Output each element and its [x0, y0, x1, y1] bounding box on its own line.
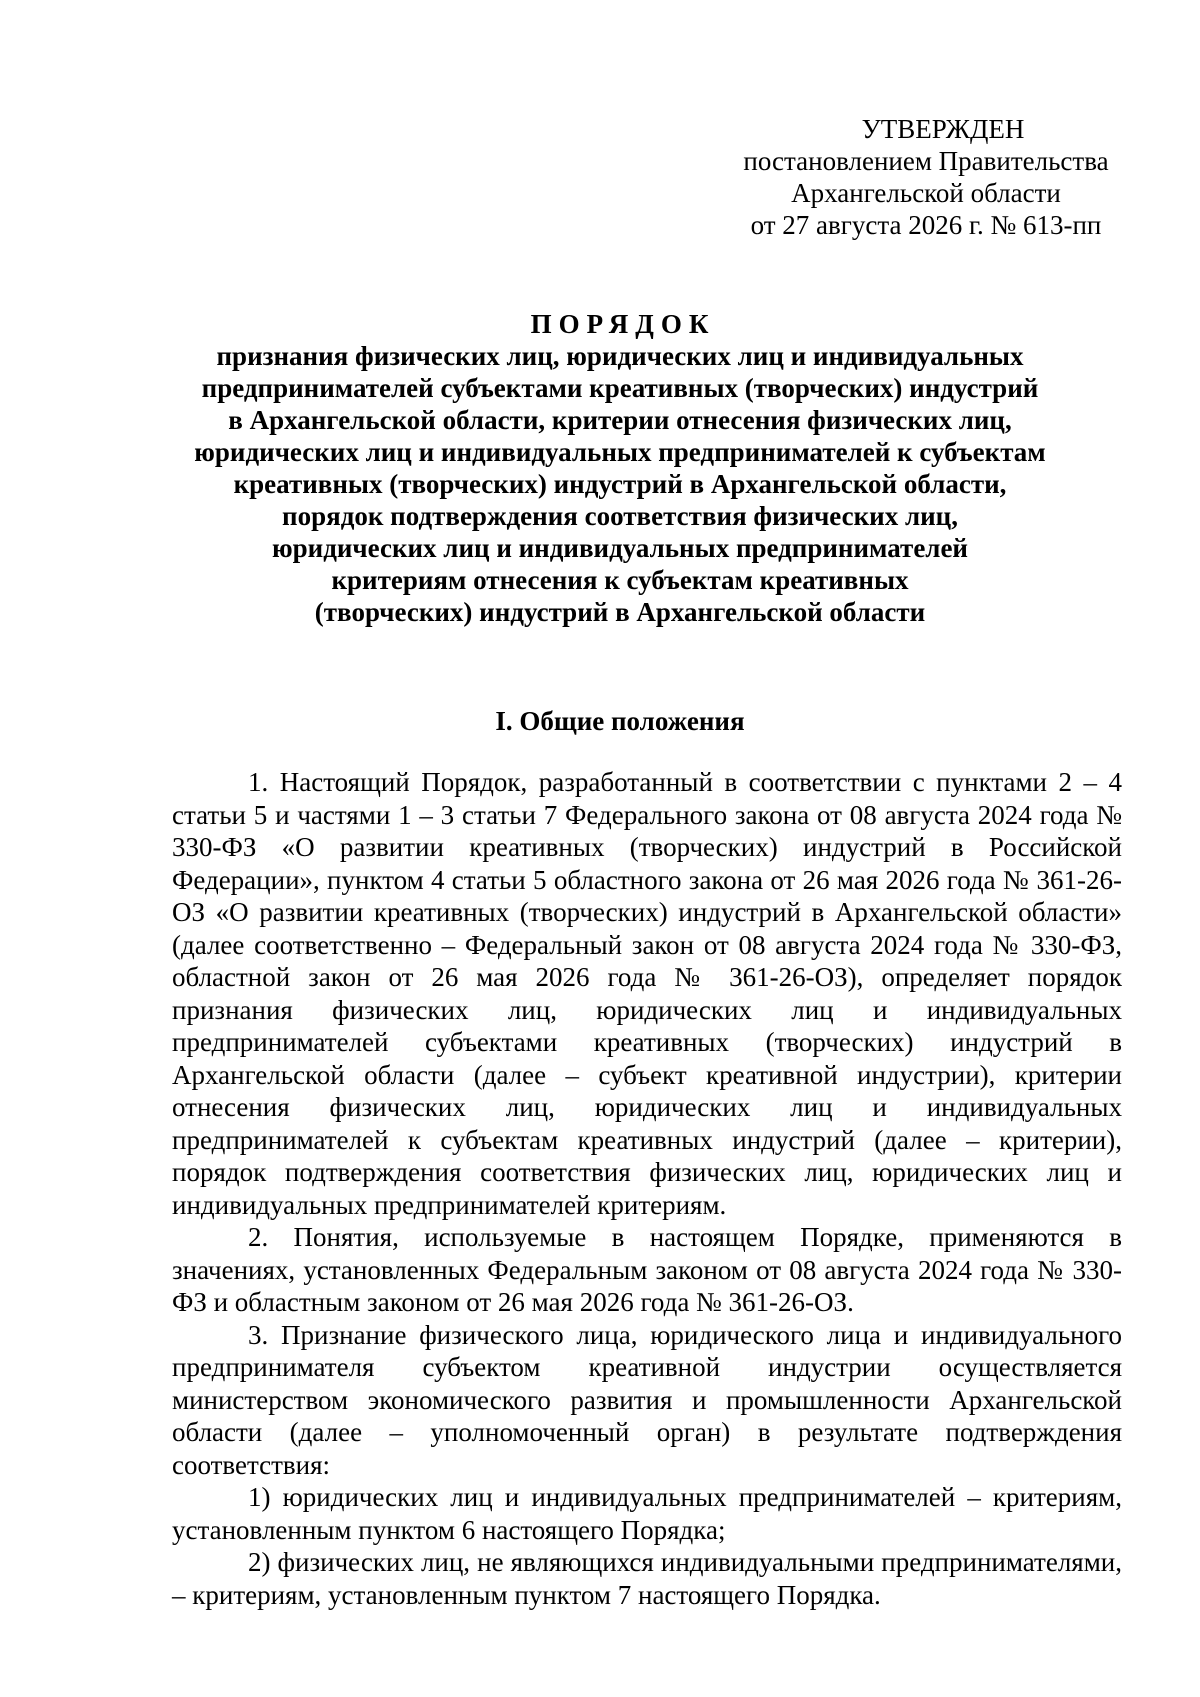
paragraph: 2) физических лиц, не являющихся индивидуальными предпринимателями, – критериям, установленным пунктом 7 настоящего Порядка. [172, 1547, 1122, 1610]
title-line: (творческих) индустрий в Архангельской области [314, 597, 926, 627]
title-line: предпринимателей субъектами креативных (творческих) индустрий [201, 373, 1039, 403]
approval-heading: УТВЕРЖДЕН [861, 114, 1025, 144]
title-line: юридических лиц и индивидуальных предпринимателей к субъектам [194, 437, 1046, 467]
title-line: креативных (творческих) индустрий в Архангельской области, [233, 469, 1007, 499]
document-body [172, 766, 1122, 1611]
title-line: признания физических лиц, юридических лиц и индивидуальных [216, 341, 1024, 371]
approval-line: постановлением Правительства [743, 146, 1109, 176]
title-line: порядок подтверждения соответствия физических лиц, [282, 501, 958, 531]
title-main: ПОРЯДОК [530, 309, 716, 339]
paragraph: 3. Признание физического лица, юридического лица и индивидуального предпринимателя субъектом креативной индустрии осуществляется министерством экономического развития и промышленности Архангельской области (далее – уполномоченный орган) в результате подтверждения соответствия: [172, 1319, 1122, 1480]
paragraph: 1. Настоящий Порядок, разработанный в соответствии с пунктами 2 – 4 статьи 5 и частями 1 – 3 статьи 7 Федерального закона от 08 августа 2024 года № 330-ФЗ «О развитии креативных (творческих) индустрий в Российской Федерации», пунктом 4 статьи 5 областного закона от 26 мая 2026 года № 361-26-ОЗ «О развитии креативных (творческих) индустрий в Архангельской области» (далее соответственно – Федеральный закон от 08 августа 2024 года № 330-ФЗ, областной закон от 26 мая 2026 года № 361-26-ОЗ), определяет порядок признания физических лиц, юридических лиц и индивидуальных предпринимателей субъектами креативных (творческих) индустрий в Архангельской области (далее – субъект креативной индустрии), критерии отнесения физических лиц, юридических лиц и индивидуальных предпринимателей к субъектам креативных индустрий (далее – критерии), порядок подтверждения соответствия физических лиц, юридических лиц и индивидуальных предпринимателей критериям. [172, 767, 1122, 1220]
title-line: юридических лиц и индивидуальных предпринимателей [272, 533, 968, 563]
approval-stamp [726, 113, 1126, 241]
section-heading: I. Общие положения [495, 706, 745, 736]
paragraph: 2. Понятия, используемые в настоящем Порядке, применяются в значениях, установленных Федеральным законом от 08 августа 2024 года № 330-ФЗ и областным законом от 26 мая 2026 года № 361-26-ОЗ. [172, 1222, 1122, 1317]
document-title [120, 308, 1120, 628]
title-line: в Архангельской области, критерии отнесения физических лиц, [228, 405, 1012, 435]
paragraph: 1) юридических лиц и индивидуальных предпринимателей – критериям, установленным пунктом 6 настоящего Порядка; [172, 1482, 1122, 1545]
approval-line: от 27 августа 2026 г. № 613-пп [750, 210, 1102, 240]
title-line: критериям отнесения к субъектам креативных [331, 565, 909, 595]
approval-line: Архангельской области [791, 178, 1061, 208]
